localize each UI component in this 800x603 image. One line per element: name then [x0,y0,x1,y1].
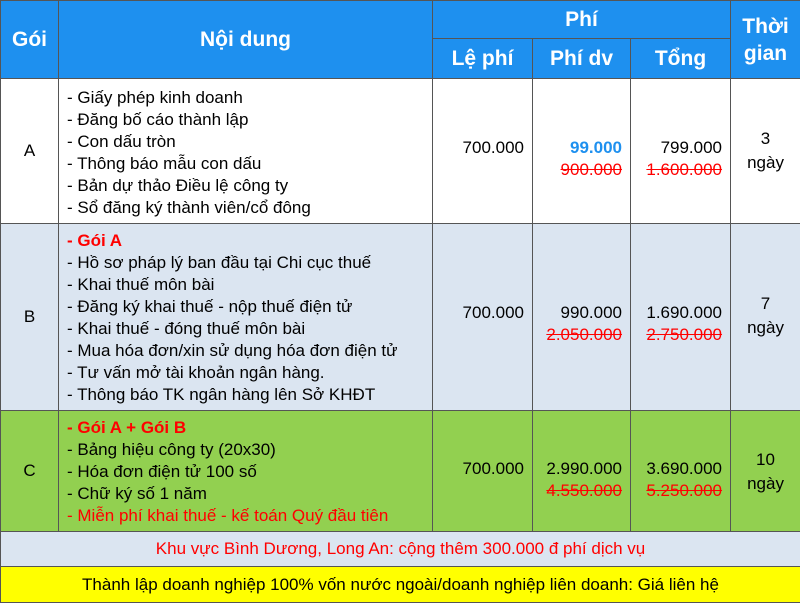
phi-dv-value: 99.000 [533,137,622,159]
time-unit: ngày [731,472,800,496]
list-item: - Khai thuế môn bài [67,274,432,296]
time-cell [731,79,800,224]
note-row-foreign [1,567,800,603]
le-phi-cell [433,79,533,224]
phi-dv-old-value: 4.550.000 [533,480,622,502]
header-le-phi: Lệ phí [433,39,533,79]
phi-dv-value: 990.000 [533,302,622,324]
phi-dv-cell [533,411,631,532]
header-phi: Phí [433,1,731,39]
tong-old-value: 2.750.000 [631,324,722,346]
list-item: - Chữ ký số 1 năm [67,483,432,505]
list-item: - Thông báo TK ngân hàng lên Sở KHĐT [67,384,432,406]
phi-dv-old-value: 900.000 [533,159,622,181]
list-item: - Hóa đơn điện tử 100 số [67,461,432,483]
le-phi-value: 700.000 [433,137,524,159]
note-row-region [1,532,800,567]
list-item: - Bảng hiệu công ty (20x30) [67,439,432,461]
table-row-b [1,224,800,411]
phi-dv-old-value: 2.050.000 [533,324,622,346]
list-item: - Con dấu tròn [67,131,432,153]
time-cell [731,224,800,411]
time-value: 10 [731,448,800,472]
le-phi-cell [433,411,533,532]
time-unit: ngày [731,151,800,175]
table-row-c [1,411,800,532]
time-value: 3 [731,127,800,151]
tong-cell [631,411,731,532]
header-thoi-gian: Thời gian [731,1,800,79]
tong-old-value: 1.600.000 [631,159,722,181]
tong-cell [631,79,731,224]
list-item: - Hồ sơ pháp lý ban đầu tại Chi cục thuế [67,252,432,274]
time-value: 7 [731,292,800,316]
tong-value: 799.000 [631,137,722,159]
list-item: - Đăng bố cáo thành lập [67,109,432,131]
list-item: - Thông báo mẫu con dấu [67,153,432,175]
tong-old-value: 5.250.000 [631,480,722,502]
tong-cell [631,224,731,411]
tong-value: 3.690.000 [631,458,722,480]
list-item: - Giấy phép kinh doanh [67,87,432,109]
package-label: A [1,79,59,224]
list-item: - Gói A [67,230,432,252]
time-cell [731,411,800,532]
list-item: - Tư vấn mở tài khoản ngân hàng. [67,362,432,384]
le-phi-value: 700.000 [433,302,524,324]
list-item: - Bản dự thảo Điều lệ công ty [67,175,432,197]
phi-dv-value: 2.990.000 [533,458,622,480]
header-tong: Tổng [631,39,731,79]
region-surcharge-note: Khu vực Bình Dương, Long An: cộng thêm 300.000 đ phí dịch vụ [1,532,800,567]
phi-dv-cell [533,224,631,411]
tong-value: 1.690.000 [631,302,722,324]
phi-dv-cell [533,79,631,224]
list-item: - Gói A + Gói B [67,417,432,439]
header-goi: Gói [1,1,59,79]
package-content [59,411,433,532]
header-noi-dung: Nội dung [59,1,433,79]
le-phi-value: 700.000 [433,458,524,480]
list-item: - Sổ đăng ký thành viên/cổ đông [67,197,432,219]
list-item: - Đăng ký khai thuế - nộp thuế điện tử [67,296,432,318]
list-item: - Khai thuế - đóng thuế môn bài [67,318,432,340]
time-unit: ngày [731,316,800,340]
package-label: C [1,411,59,532]
header-phi-dv: Phí dv [533,39,631,79]
package-content [59,79,433,224]
table-row-a [1,79,800,224]
package-content [59,224,433,411]
list-item: - Miễn phí khai thuế - kế toán Quý đầu tiên [67,505,432,527]
foreign-enterprise-note: Thành lập doanh nghiệp 100% vốn nước ngoài/doanh nghiệp liên doanh: Giá liên hệ [1,567,800,603]
package-label: B [1,224,59,411]
le-phi-cell [433,224,533,411]
list-item: - Mua hóa đơn/xin sử dụng hóa đơn điện tử [67,340,432,362]
